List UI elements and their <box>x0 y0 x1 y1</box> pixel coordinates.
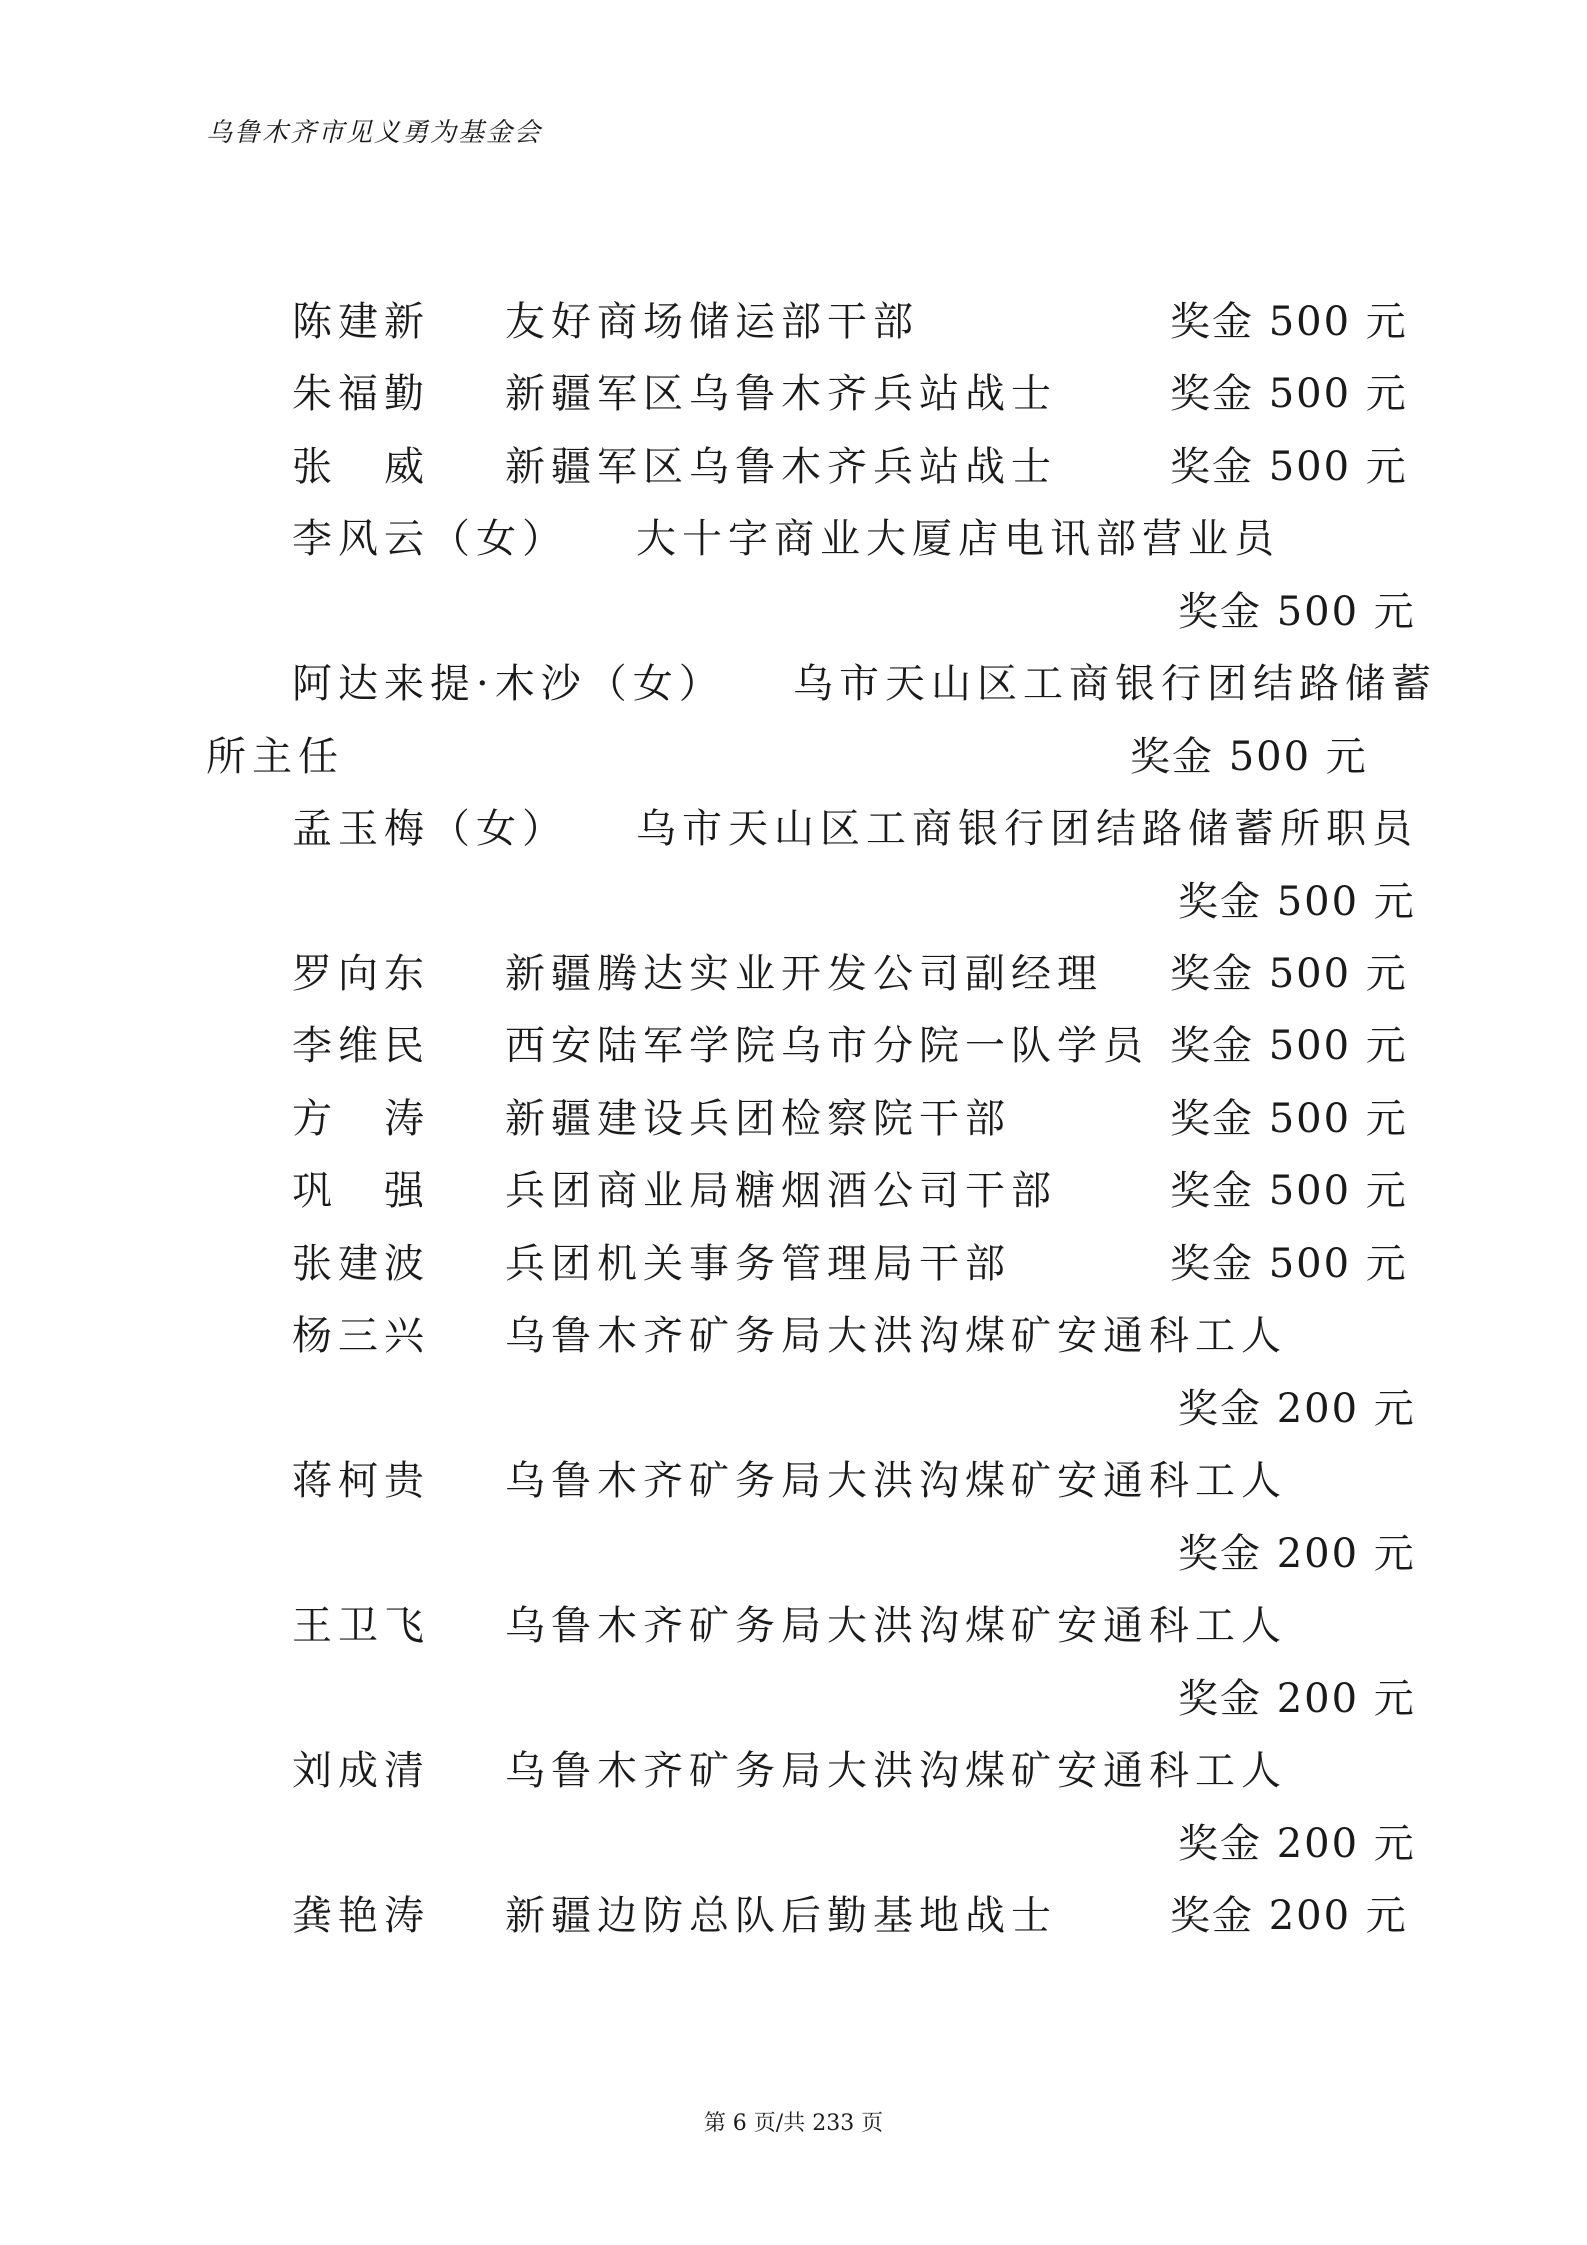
entry-award: 奖金 500 元 <box>1170 1096 1408 1142</box>
entry-award: 奖金 500 元 <box>1130 734 1368 780</box>
entry-name: 杨三兴 <box>292 1313 430 1359</box>
entry-unit: 新疆建设兵团检察院干部 <box>505 1096 1011 1142</box>
entry-unit: 大十字商业大厦店电讯部营业员 <box>636 516 1280 562</box>
entry-award: 奖金 500 元 <box>1178 879 1416 925</box>
entry-award: 奖金 200 元 <box>1178 1821 1416 1867</box>
entry-award: 奖金 200 元 <box>1178 1676 1416 1722</box>
entry-unit: 兵团机关事务管理局干部 <box>505 1241 1011 1287</box>
entry-unit: 新疆军区乌鲁木齐兵站战士 <box>505 444 1057 490</box>
entry-unit: 新疆军区乌鲁木齐兵站战士 <box>505 371 1057 417</box>
entry-award: 奖金 200 元 <box>1170 1893 1408 1939</box>
entry-name: 张 威 <box>292 444 430 490</box>
entry-unit: 西安陆军学院乌市分院一队学员 <box>505 1023 1149 1069</box>
entry-name: 蒋柯贵 <box>292 1458 430 1504</box>
entry-unit-continued: 所主任 <box>206 734 344 780</box>
entry-award: 奖金 200 元 <box>1178 1531 1416 1577</box>
entry-name: 阿达来提·木沙（女） <box>292 661 725 707</box>
entry-award: 奖金 500 元 <box>1170 371 1408 417</box>
entry-name: 王卫飞 <box>292 1603 430 1649</box>
entry-award: 奖金 500 元 <box>1170 1023 1408 1069</box>
entry-award: 奖金 500 元 <box>1170 951 1408 997</box>
entry-award: 奖金 500 元 <box>1170 299 1408 345</box>
entry-unit: 乌鲁木齐矿务局大洪沟煤矿安通科工人 <box>505 1603 1287 1649</box>
entry-unit: 兵团商业局糖烟酒公司干部 <box>505 1168 1057 1214</box>
entry-award: 奖金 500 元 <box>1170 1241 1408 1287</box>
entry-unit: 友好商场储运部干部 <box>505 299 919 345</box>
entry-name: 张建波 <box>292 1241 430 1287</box>
entry-name: 方 涛 <box>292 1096 430 1142</box>
entry-name: 巩 强 <box>292 1168 430 1214</box>
entry-name: 刘成清 <box>292 1748 430 1794</box>
entry-name: 李风云（女） <box>292 516 568 562</box>
entry-unit: 乌鲁木齐矿务局大洪沟煤矿安通科工人 <box>505 1313 1287 1359</box>
entry-award: 奖金 500 元 <box>1178 589 1416 635</box>
page-header: 乌鲁木齐市见义勇为基金会 <box>206 118 543 148</box>
entry-name: 罗向东 <box>292 951 430 997</box>
entry-unit: 乌市天山区工商银行团结路储蓄 <box>793 661 1437 707</box>
entry-unit: 乌鲁木齐矿务局大洪沟煤矿安通科工人 <box>505 1748 1287 1794</box>
entry-unit: 乌鲁木齐矿务局大洪沟煤矿安通科工人 <box>505 1458 1287 1504</box>
entry-name: 朱福勤 <box>292 371 430 417</box>
entry-name: 陈建新 <box>292 299 430 345</box>
entry-award: 奖金 500 元 <box>1170 444 1408 490</box>
entry-name: 孟玉梅（女） <box>292 806 568 852</box>
page-number: 第 6 页/共 233 页 <box>703 2111 884 2136</box>
entry-award: 奖金 500 元 <box>1170 1168 1408 1214</box>
entry-name: 龚艳涛 <box>292 1893 430 1939</box>
entry-unit: 新疆腾达实业开发公司副经理 <box>505 951 1103 997</box>
entry-unit: 乌市天山区工商银行团结路储蓄所职员 <box>636 806 1418 852</box>
entry-name: 李维民 <box>292 1023 430 1069</box>
entry-unit: 新疆边防总队后勤基地战士 <box>505 1893 1057 1939</box>
entry-award: 奖金 200 元 <box>1178 1386 1416 1432</box>
